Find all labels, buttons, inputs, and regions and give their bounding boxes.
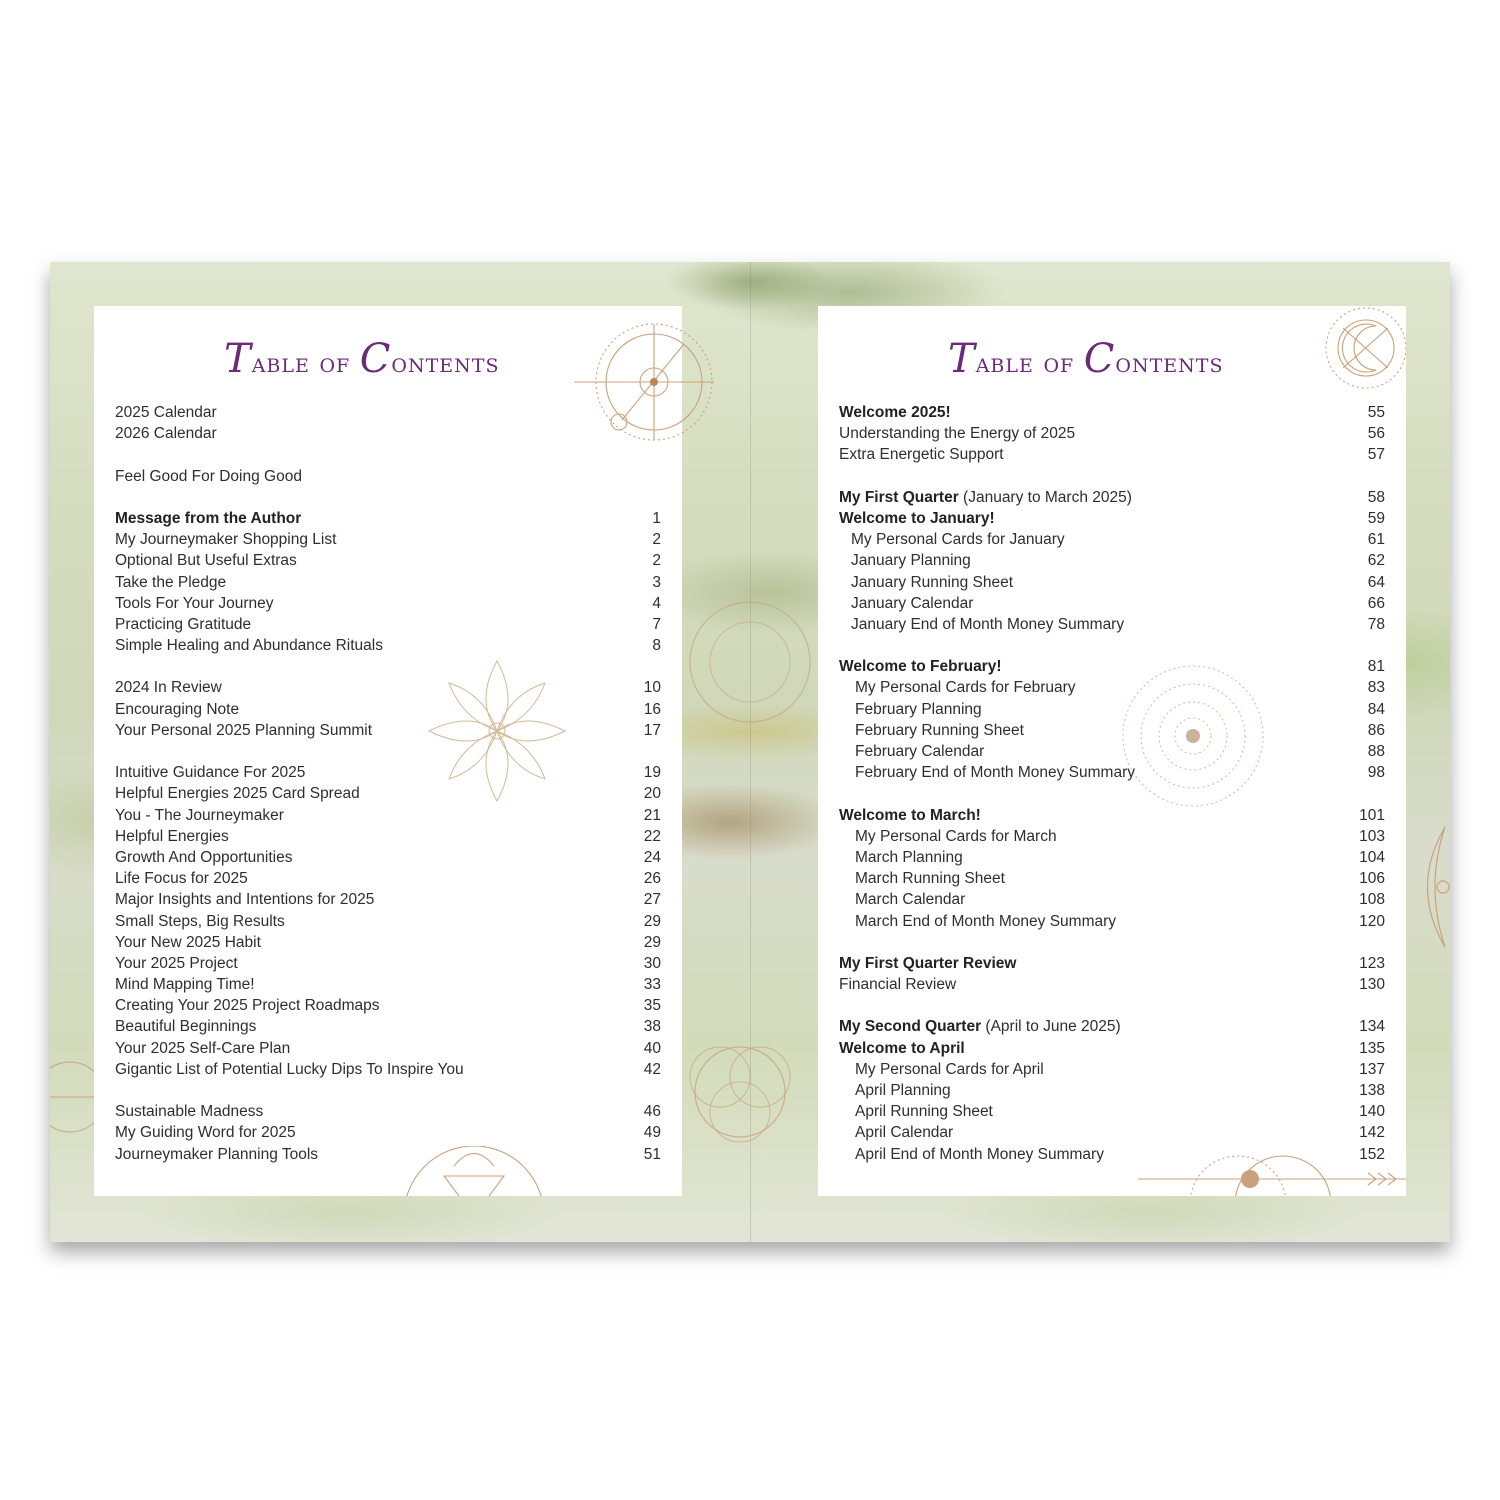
page-title (948, 336, 1223, 382)
entry-title-text: My Personal Cards for April (855, 1060, 1044, 1078)
entry-title (839, 889, 965, 910)
planner-spread (50, 262, 1450, 1242)
entry-page-number: 88 (1367, 743, 1385, 760)
entry-title (839, 487, 1132, 508)
toc-entry (839, 911, 1385, 932)
entry-title (115, 783, 360, 804)
toc-entry (115, 1122, 661, 1143)
toc-entry (115, 868, 661, 889)
toc-entry (839, 1101, 1385, 1122)
entry-title-text: Welcome 2025! (839, 404, 951, 421)
entry-page-number: 22 (643, 827, 661, 845)
entry-title-text: January End of Month Money Summary (851, 615, 1125, 633)
entry-title-text: My Personal Cards for February (855, 679, 1076, 697)
entry-title (839, 974, 956, 995)
entry-page-number: 61 (1367, 531, 1385, 549)
entry-page-number: 64 (1367, 573, 1385, 591)
entry-title-text: Welcome to February! (839, 658, 1002, 676)
toc-entry (839, 572, 1385, 593)
entry-title-text: Beautiful Beginnings (115, 1018, 257, 1036)
toc-entry (839, 423, 1385, 444)
entry-title (115, 677, 222, 698)
entry-title-text: My Second Quarter (839, 1018, 982, 1036)
toc-entry (839, 762, 1385, 783)
entry-title (839, 826, 1057, 847)
toc-entry (839, 953, 1385, 974)
title-part: ontents (391, 348, 500, 379)
entry-title-text: February Planning (855, 700, 982, 718)
entry-title-text: My Guiding Word for 2025 (115, 1124, 296, 1142)
entry-title (839, 593, 973, 614)
entry-page-number: 19 (643, 764, 661, 782)
entry-page-number: 98 (1367, 764, 1385, 782)
toc-entry (115, 466, 661, 487)
entry-title-text: Message from the Author (115, 509, 302, 527)
entry-title-text: Welcome to March! (839, 806, 981, 824)
toc-entry (115, 932, 661, 953)
toc-entry (839, 1059, 1385, 1080)
entry-title-text: Gigantic List of Potential Lucky Dips To Inspire You (115, 1060, 464, 1078)
entry-page-number: 8 (652, 637, 661, 655)
entry-page-number: 51 (643, 1145, 661, 1163)
entry-title-text: February Calendar (855, 743, 985, 760)
entry-title-text: 2026 Calendar (115, 425, 217, 443)
entry-title (839, 614, 1124, 635)
entry-title-text: Encouraging Note (115, 700, 240, 718)
title-part: ontents (1115, 348, 1224, 379)
toc-entry (115, 889, 661, 910)
entry-page-number: 138 (1359, 1082, 1385, 1099)
entry-title-text: Extra Energetic Support (839, 446, 1004, 464)
toc-entry (839, 656, 1385, 677)
entry-page-number: 7 (652, 615, 661, 633)
entry-title-text: Financial Review (839, 976, 957, 994)
entry-page-number: 3 (652, 573, 661, 591)
entry-title (115, 1101, 263, 1122)
toc-entry (115, 593, 661, 614)
entry-title (115, 911, 285, 932)
entry-title-text: Life Focus for 2025 (115, 870, 248, 888)
entry-page-number: 10 (643, 679, 661, 697)
page-title (224, 336, 499, 382)
entry-title-text: April End of Month Money Summary (855, 1145, 1104, 1163)
entry-title-text: Practicing Gratitude (115, 615, 252, 633)
entry-page-number: 123 (1359, 954, 1385, 972)
toc-entry (115, 1101, 661, 1122)
toc-entry (839, 720, 1385, 741)
entry-title (115, 974, 255, 995)
entry-page-number: 21 (643, 806, 661, 824)
entry-title (839, 423, 1075, 444)
entry-title (115, 805, 284, 826)
entry-title (839, 805, 981, 826)
entry-title-text: Simple Healing and Abundance Rituals (115, 637, 383, 655)
toc-entry (839, 487, 1385, 508)
entry-title (839, 656, 1002, 677)
entry-title (839, 572, 1013, 593)
entry-title (115, 826, 229, 847)
entry-title (839, 868, 1005, 889)
toc-entry (115, 1016, 661, 1037)
toc-entry (115, 529, 661, 550)
toc-entry (115, 762, 661, 783)
toc-entry (115, 1144, 661, 1165)
entry-title (115, 635, 383, 656)
entry-page-number: 16 (643, 700, 661, 718)
entry-title (839, 529, 1065, 550)
entry-page-number: 38 (643, 1018, 661, 1036)
toc-entry (839, 1144, 1385, 1165)
entry-title-text: February End of Month Money Summary (855, 764, 1135, 782)
entry-page-number: 86 (1367, 721, 1385, 739)
toc-entry (115, 677, 661, 698)
entry-title-text: Understanding the Energy of 2025 (839, 425, 1076, 443)
entry-title-text: Feel Good For Doing Good (115, 467, 302, 485)
toc-entry (115, 847, 661, 868)
entry-page-number: 137 (1359, 1060, 1385, 1078)
entry-title-text: Your New 2025 Habit (115, 933, 261, 951)
entry-title-text: March End of Month Money Summary (855, 912, 1117, 930)
entry-title-suffix: (April to June 2025) (981, 1018, 1121, 1036)
toc-entry (839, 1038, 1385, 1059)
entry-title (115, 889, 374, 910)
toc-entry (115, 508, 661, 529)
toc-entry (115, 805, 661, 826)
entry-title (115, 1144, 318, 1165)
entry-title (839, 953, 1016, 974)
entry-page-number: 83 (1367, 679, 1385, 697)
entry-title (115, 1059, 464, 1080)
entry-title-text: February Running Sheet (855, 721, 1024, 739)
toc-entry (115, 699, 661, 720)
flower-of-life-decoration (675, 1022, 805, 1162)
entry-page-number: 29 (643, 912, 661, 930)
entry-title-text: Helpful Energies (115, 827, 229, 845)
entry-page-number: 78 (1367, 615, 1385, 633)
entry-title-text: January Calendar (851, 594, 974, 612)
entry-title (839, 1144, 1104, 1165)
entry-title-text: Sustainable Madness (115, 1103, 264, 1121)
entry-title (839, 1016, 1121, 1037)
entry-page-number: 29 (643, 933, 661, 951)
entry-title-text: Small Steps, Big Results (115, 912, 285, 930)
toc-entry-list (115, 402, 661, 1165)
entry-page-number: 42 (643, 1060, 661, 1078)
entry-title-text: Optional But Useful Extras (115, 552, 297, 570)
entry-title (115, 1122, 296, 1143)
toc-entry (115, 783, 661, 804)
toc-entry (839, 444, 1385, 465)
toc-entry (115, 572, 661, 593)
entry-title-text: My Personal Cards for January (851, 531, 1065, 549)
entry-page-number: 55 (1367, 404, 1385, 421)
entry-page-number: 46 (643, 1103, 661, 1121)
entry-title (115, 550, 297, 571)
entry-title-text: Mind Mapping Time! (115, 976, 255, 994)
toc-entry (839, 826, 1385, 847)
entry-title-text: My First Quarter (839, 488, 959, 506)
entry-title-text: Take the Pledge (115, 573, 227, 591)
entry-title-text: Creating Your 2025 Project Roadmaps (115, 997, 380, 1015)
entry-page-number: 4 (652, 594, 661, 612)
entry-page-number: 81 (1367, 658, 1385, 676)
toc-entry (115, 974, 661, 995)
sacred-geometry-decoration (670, 582, 830, 742)
entry-title-text: Your 2025 Self-Care Plan (115, 1039, 291, 1057)
toc-entry (839, 614, 1385, 635)
toc-entry (839, 402, 1385, 423)
title-initial: C (1083, 336, 1116, 382)
entry-title (839, 1080, 951, 1101)
entry-page-number: 140 (1359, 1103, 1385, 1121)
toc-entry (115, 1059, 661, 1080)
toc-entry (839, 1080, 1385, 1101)
entry-title (839, 911, 1116, 932)
toc-entry (839, 529, 1385, 550)
entry-title-text: March Running Sheet (855, 870, 1005, 888)
entry-page-number: 26 (643, 870, 661, 888)
entry-title (839, 1101, 993, 1122)
entry-page-number: 104 (1359, 848, 1385, 866)
entry-title-text: Welcome to January! (839, 509, 995, 527)
entry-page-number: 84 (1367, 700, 1385, 718)
toc-entry-list (839, 402, 1385, 1165)
entry-page-number: 142 (1359, 1124, 1385, 1142)
entry-title-text: Journeymaker Planning Tools (115, 1145, 319, 1163)
entry-page-number: 152 (1359, 1145, 1385, 1163)
entry-title (839, 699, 982, 720)
entry-page-number: 62 (1367, 552, 1385, 570)
entry-page-number: 106 (1359, 870, 1385, 888)
entry-title-text: Your 2025 Project (115, 954, 238, 972)
entry-title-text: March Planning (855, 848, 963, 866)
entry-title (115, 402, 217, 423)
entry-page-number: 40 (643, 1039, 661, 1057)
toc-entry (839, 699, 1385, 720)
entry-title-text: April Calendar (855, 1124, 954, 1142)
entry-title (115, 423, 217, 444)
toc-entry (115, 635, 661, 656)
entry-page-number: 130 (1359, 976, 1385, 994)
entry-title-text: January Running Sheet (851, 573, 1014, 591)
entry-title (839, 402, 951, 423)
entry-title (115, 699, 239, 720)
entry-title-text: Your Personal 2025 Planning Summit (115, 721, 373, 739)
toc-entry (839, 847, 1385, 868)
entry-title (115, 932, 261, 953)
entry-title (115, 847, 293, 868)
toc-entry (115, 953, 661, 974)
entry-title-text: Intuitive Guidance For 2025 (115, 764, 306, 782)
entry-title (115, 466, 302, 487)
toc-entry (115, 995, 661, 1016)
entry-page-number: 134 (1359, 1018, 1385, 1036)
entry-title-text: Tools For Your Journey (115, 594, 274, 612)
toc-entry (839, 868, 1385, 889)
entry-title-text: My Personal Cards for March (855, 827, 1057, 845)
entry-title (115, 529, 336, 550)
entry-title (115, 593, 274, 614)
toc-entry (839, 1122, 1385, 1143)
toc-entry (839, 805, 1385, 826)
entry-title-text: My Journeymaker Shopping List (115, 531, 337, 549)
entry-title-text: You - The Journeymaker (115, 806, 284, 824)
entry-title (839, 550, 971, 571)
entry-title (839, 1038, 965, 1059)
toc-entry (839, 677, 1385, 698)
toc-entry (115, 826, 661, 847)
entry-title (115, 1016, 256, 1037)
entry-page-number: 58 (1367, 488, 1385, 506)
left-page (94, 306, 682, 1196)
entry-page-number: 57 (1367, 446, 1385, 464)
title-initial: T (224, 336, 252, 382)
entry-page-number: 2 (652, 552, 661, 570)
crescent-moon-decoration (1318, 306, 1406, 396)
entry-title (839, 1122, 953, 1143)
entry-title (115, 572, 226, 593)
entry-title (115, 508, 301, 529)
entry-title (839, 720, 1024, 741)
toc-entry (839, 1016, 1385, 1037)
entry-title (115, 720, 372, 741)
entry-page-number: 59 (1367, 509, 1385, 527)
entry-title-text: April Planning (855, 1082, 951, 1099)
entry-page-number: 20 (643, 785, 661, 803)
toc-entry (115, 550, 661, 571)
toc-entry (115, 423, 661, 444)
toc-entry (839, 741, 1385, 762)
right-page (818, 306, 1406, 1196)
title-part: able of (975, 348, 1084, 379)
entry-title-suffix: (January to March 2025) (958, 488, 1132, 506)
entry-title-text: April Running Sheet (855, 1103, 993, 1121)
entry-title (115, 762, 305, 783)
entry-page-number: 33 (643, 976, 661, 994)
entry-title (839, 508, 995, 529)
entry-title-text: Growth And Opportunities (115, 848, 293, 866)
entry-title (839, 677, 1076, 698)
lotus-ornament-right-edge (1405, 822, 1450, 952)
entry-page-number: 101 (1359, 806, 1385, 824)
entry-page-number: 49 (643, 1124, 661, 1142)
title-initial: C (359, 336, 392, 382)
entry-title (115, 1038, 290, 1059)
entry-title (839, 1059, 1044, 1080)
entry-page-number: 56 (1367, 425, 1385, 443)
entry-page-number: 135 (1359, 1039, 1385, 1057)
toc-entry (839, 593, 1385, 614)
title-part: able of (251, 348, 360, 379)
entry-title (839, 741, 984, 762)
entry-page-number: 35 (643, 997, 661, 1015)
toc-entry (115, 614, 661, 635)
entry-page-number: 66 (1367, 594, 1385, 612)
entry-page-number: 120 (1359, 912, 1385, 930)
entry-page-number: 2 (652, 531, 661, 549)
entry-page-number: 1 (652, 509, 661, 527)
entry-title-text: January Planning (851, 552, 971, 570)
entry-title-text: My First Quarter Review (839, 954, 1017, 972)
entry-title (839, 762, 1135, 783)
entry-title-text: Helpful Energies 2025 Card Spread (115, 785, 360, 803)
toc-entry (115, 720, 661, 741)
toc-entry (115, 1038, 661, 1059)
toc-entry (839, 974, 1385, 995)
entry-title-text: 2025 Calendar (115, 404, 217, 421)
entry-page-number: 17 (643, 721, 661, 739)
entry-title-text: 2024 In Review (115, 679, 222, 697)
entry-page-number: 24 (643, 848, 661, 866)
entry-title (115, 868, 248, 889)
title-initial: T (948, 336, 976, 382)
toc-entry (115, 402, 661, 423)
entry-title (839, 444, 1004, 465)
entry-page-number: 27 (643, 891, 661, 909)
toc-entry (839, 550, 1385, 571)
entry-title (115, 614, 251, 635)
toc-entry (839, 889, 1385, 910)
entry-title-text: March Calendar (855, 891, 966, 909)
toc-entry (115, 911, 661, 932)
entry-title (115, 953, 238, 974)
entry-title-text: Welcome to April (839, 1039, 965, 1057)
entry-title (839, 847, 963, 868)
toc-entry (839, 508, 1385, 529)
entry-title (115, 995, 380, 1016)
entry-page-number: 103 (1359, 827, 1385, 845)
entry-page-number: 108 (1359, 891, 1385, 909)
entry-page-number: 30 (643, 954, 661, 972)
entry-title-text: Major Insights and Intentions for 2025 (115, 891, 375, 909)
